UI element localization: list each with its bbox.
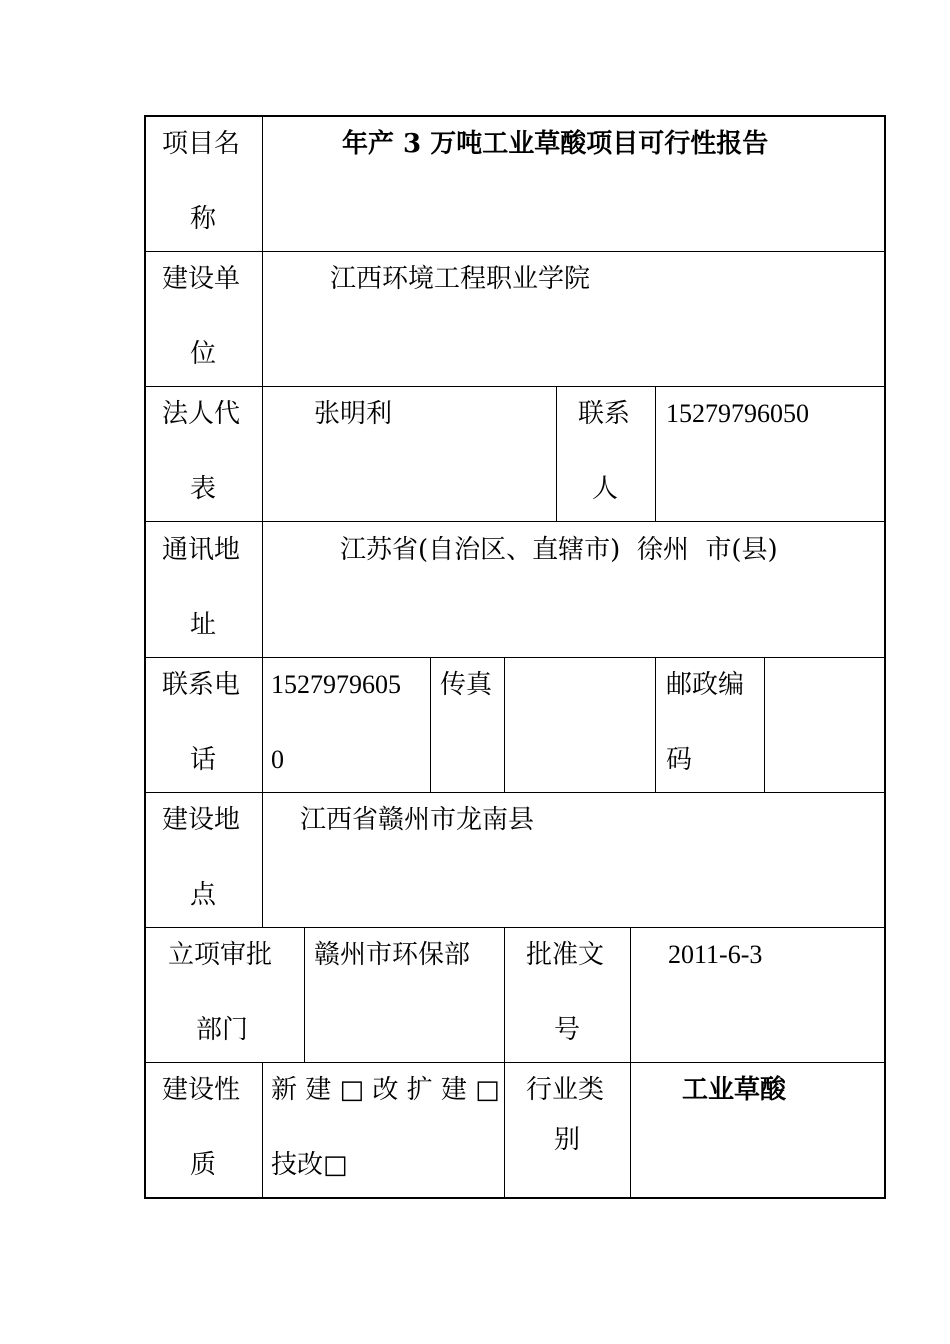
legal-rep-label: 法人代 <box>162 399 241 429</box>
phone-label: 联系电 <box>162 670 241 700</box>
approval-dept-label: 立项审批 <box>168 940 273 970</box>
phone-value-cont: 0 <box>271 745 284 774</box>
site-label: 建设地 <box>162 805 241 835</box>
table-border-left <box>144 115 146 1199</box>
project-info-table <box>144 115 886 1199</box>
table-border-top <box>144 115 886 117</box>
site-value: 江西省赣州市龙南县 <box>300 805 535 835</box>
table-border-right <box>884 115 886 1199</box>
site-label-cont: 点 <box>190 880 217 910</box>
column-divider <box>430 657 431 792</box>
project-name-label: 项目名 <box>162 129 241 159</box>
address-label-cont: 址 <box>190 610 217 640</box>
contact-person-label: 联系 <box>578 399 631 429</box>
nature-options: 新 建 □ 改 扩 建 □ <box>271 1075 500 1105</box>
column-divider <box>655 657 656 792</box>
nature-label: 建设性 <box>162 1075 241 1105</box>
row-divider <box>144 386 886 387</box>
column-divider <box>504 657 505 792</box>
column-divider <box>556 386 557 521</box>
approval-dept-value: 赣州市环保部 <box>314 940 471 970</box>
project-name-label-cont: 称 <box>190 204 217 234</box>
builder-label: 建设单 <box>162 264 241 294</box>
project-name-value: 年产 3 万吨工业草酸项目可行性报告 <box>342 129 769 159</box>
row-divider <box>144 657 886 658</box>
approval-doc-value: 2011-6-3 <box>668 940 763 969</box>
postcode-label-cont: 码 <box>666 745 693 775</box>
column-divider <box>504 927 505 1197</box>
row-divider <box>144 792 886 793</box>
phone-value: 1527979605 <box>271 670 401 699</box>
legal-rep-label-cont: 表 <box>190 474 217 504</box>
nature-options-cont: 技改□ <box>271 1150 348 1180</box>
table-border-bottom <box>144 1197 886 1199</box>
column-divider <box>764 657 765 792</box>
approval-doc-label: 批准文 <box>526 940 605 970</box>
column-divider <box>262 115 263 927</box>
row-divider <box>144 521 886 522</box>
approval-dept-label-cont: 部门 <box>196 1015 249 1045</box>
postcode-label: 邮政编 <box>666 670 745 700</box>
builder-label-cont: 位 <box>190 339 217 369</box>
address-label: 通讯地 <box>162 535 241 565</box>
contact-person-label-cont: 人 <box>592 474 619 504</box>
address-value: 江苏省(自治区、直辖市) 徐州 市(县) <box>340 535 778 565</box>
legal-rep-value: 张明利 <box>314 399 393 429</box>
row-divider <box>144 1062 886 1063</box>
column-divider <box>304 927 305 1062</box>
phone-label-cont: 话 <box>190 745 217 775</box>
row-divider <box>144 927 886 928</box>
column-divider <box>630 927 631 1197</box>
fax-label: 传真 <box>440 670 493 700</box>
row-divider <box>144 251 886 252</box>
column-divider <box>262 1062 263 1197</box>
builder-value: 江西环境工程职业学院 <box>330 264 591 294</box>
column-divider <box>655 386 656 521</box>
approval-doc-label-cont: 号 <box>554 1015 581 1045</box>
industry-value: 工业草酸 <box>682 1075 787 1105</box>
industry-label-cont: 别 <box>554 1125 581 1155</box>
industry-label: 行业类 <box>526 1075 605 1105</box>
nature-label-cont: 质 <box>190 1150 217 1180</box>
contact-person-value: 15279796050 <box>666 399 809 428</box>
